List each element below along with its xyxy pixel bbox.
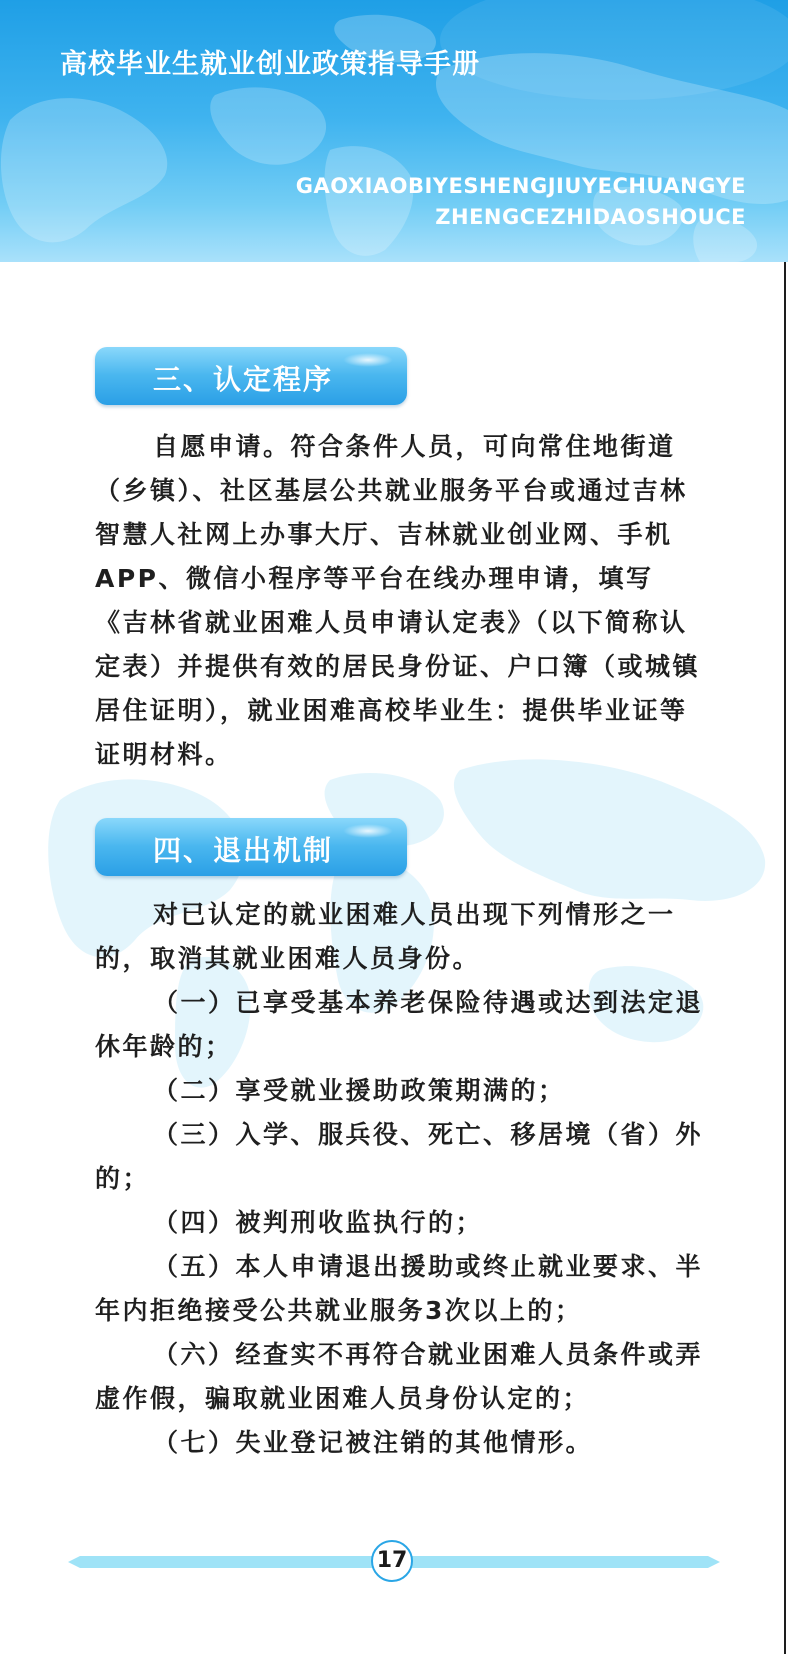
exit-condition-item: （二）享受就业援助政策期满的；: [153, 1076, 566, 1105]
exit-mechanism-intro: 对已认定的就业困难人员出现下列情形之一的，取消其就业困难人员身份。: [95, 900, 676, 973]
exit-condition-item: （七）失业登记被注销的其他情形。: [153, 1428, 594, 1457]
handbook-pinyin-line1: GAOXIAOBIYESHENGJIUYECHUANGYE: [295, 174, 746, 198]
heading-sheen: [343, 353, 393, 367]
page-number: 17: [371, 1540, 413, 1582]
section-heading-text: 三、认定程序: [153, 363, 334, 396]
handbook-title: 高校毕业生就业创业政策指导手册: [60, 49, 480, 80]
handbook-pinyin-line2: ZHENGCEZHIDAOSHOUCE: [435, 205, 746, 229]
exit-condition-item: （三）入学、服兵役、死亡、移居境（省）外的；: [95, 1120, 704, 1193]
exit-condition-item: （六）经查实不再符合就业困难人员条件或弄虚作假，骗取就业困难人员身份认定的；: [95, 1340, 704, 1413]
heading-sheen: [343, 824, 393, 838]
section-heading-exit-mechanism: [95, 818, 407, 876]
section-heading-text: 四、退出机制: [153, 834, 334, 867]
exit-condition-item: （五）本人申请退出援助或终止就业要求、半年内拒绝接受公共就业服务3次以上的；: [95, 1252, 704, 1325]
recognition-procedure-paragraph: 自愿申请。符合条件人员，可向常住地街道（乡镇）、社区基层公共就业服务平台或通过吉林智慧人社网上办事大厅、吉林就业创业网、手机APP、微信小程序等平台在线办理申请，填写《吉林省就业困难人员申请认定表》（以下简称认定表）并提供有效的居民身份证、户口簿（或城镇居住证明），就业困难高校毕业生：提供毕业证等证明材料。: [95, 432, 701, 769]
header-banner: [0, 0, 788, 262]
exit-condition-item: （一）已享受基本养老保险待遇或达到法定退休年龄的；: [95, 988, 704, 1061]
exit-condition-item: （四）被判刑收监执行的；: [153, 1208, 484, 1237]
section-heading-recognition-procedure: [95, 347, 407, 405]
exit-mechanism-body: [95, 893, 705, 1465]
page-edge-line: [784, 262, 786, 1654]
